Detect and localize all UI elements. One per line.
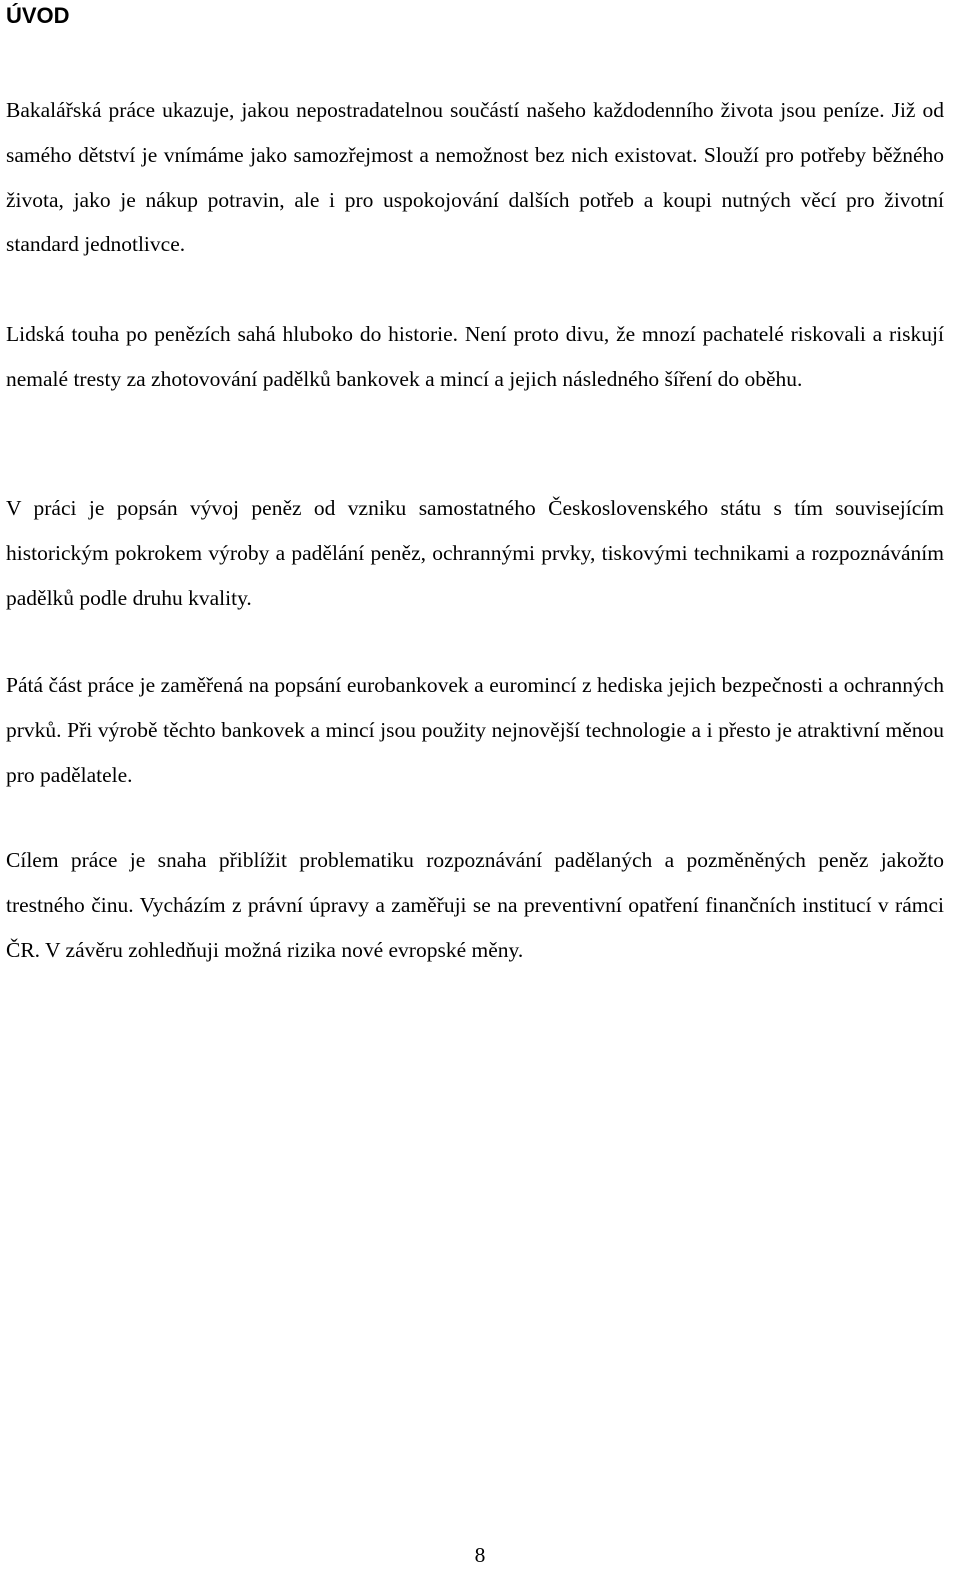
paragraph-goal: Cílem práce je snaha přiblížit problematiku rozpoznávání padělaných a pozměněných peněz jakožto trestného činu. Vycházím z právní úpravy a zaměřuji se na preventivní opatření finančních institucí v rámci ČR. V závěru zohledňuji možná rizika nové evropské měny. (6, 848, 944, 962)
paragraph-euro: Pátá část práce je zaměřená na popsání eurobankovek a euromincí z hediska jejich bezpečnosti a ochranných prvků. Při výrobě těchto bankovek a mincí jsou použity nejnovější technologie a i přesto je atraktivní měnou pro padělatele. (6, 673, 944, 787)
paragraph-intro: Bakalářská práce ukazuje, jakou nepostradatelnou součástí našeho každodenního života jsou peníze. Již od samého dětství je vnímáme jako samozřejmost a nemožnost bez nich existovat. Slouží pro potřeby běžného života, jako je nákup potravin, ale i pro uspokojování dalších potřeb a koupi nutných věcí pro životní standard jednotlivce. (6, 98, 944, 257)
page-number: 8 (474, 1543, 486, 1567)
paragraph-development: V práci je popsán vývoj peněz od vzniku samostatného Československého státu s tím souvisejícím historickým pokrokem výroby a padělání peněz, ochrannými prvky, tiskovými technikami a rozpoznáváním padělků podle druhu kvality. (6, 496, 944, 610)
section-heading: ÚVOD (6, 3, 70, 28)
paragraph-history: Lidská touha po penězích sahá hluboko do historie. Není proto divu, že mnozí pachatelé riskovali a riskují nemalé tresty za zhotovování padělků bankovek a mincí a jejich následného šíření do oběhu. (6, 322, 944, 391)
